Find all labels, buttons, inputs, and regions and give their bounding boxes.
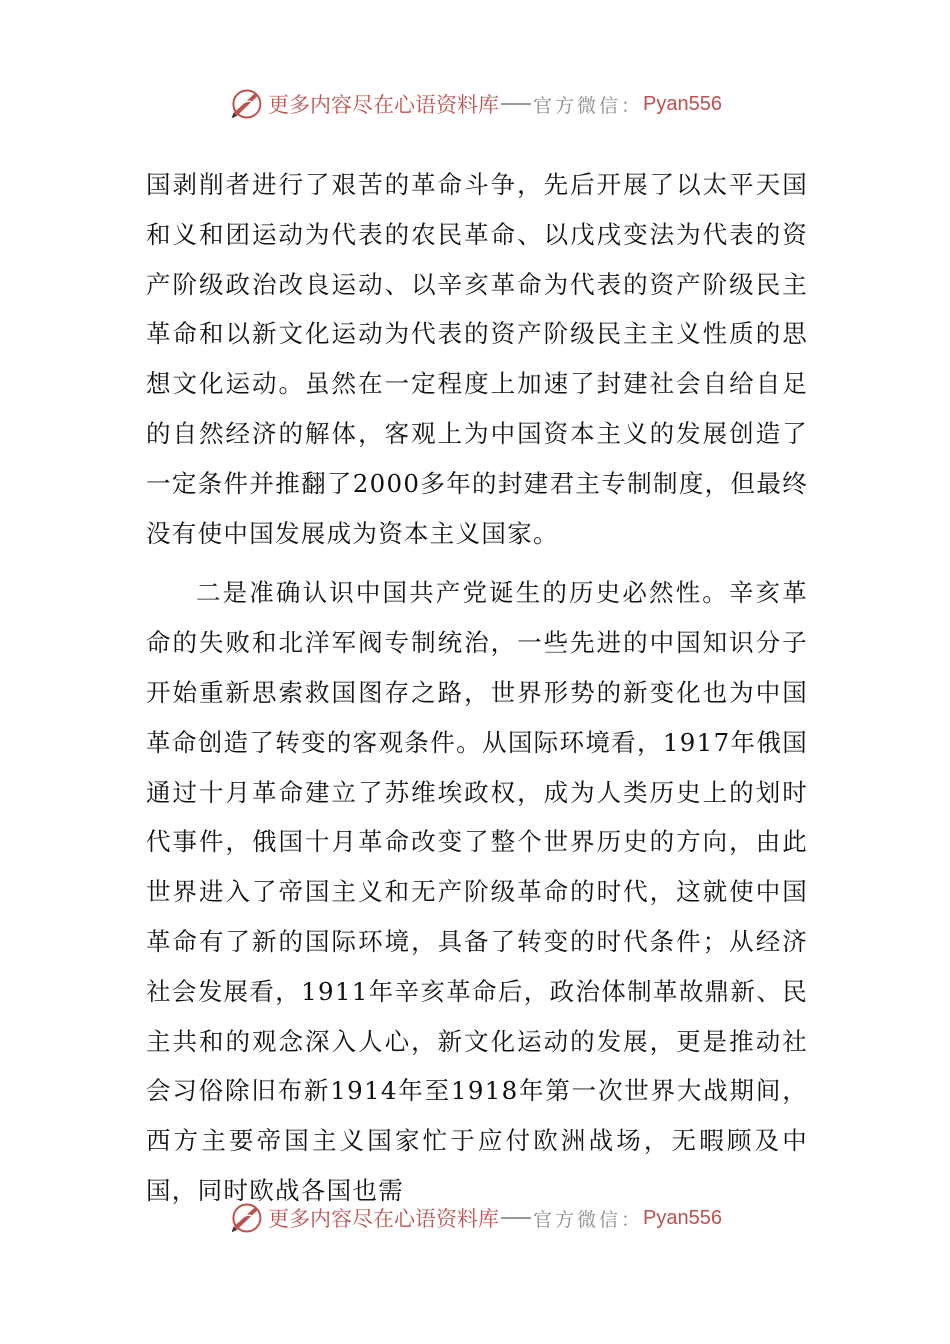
pen-logo-icon: [228, 1200, 264, 1236]
paragraph-1: 国剥削者进行了艰苦的革命斗争，先后开展了以太平天国和义和团运动为代表的农民革命、以戊戌变法为代表的资产阶级政治改良运动、以辛亥革命为代表的资产阶级民主革命和以新文化运动为代表的资产阶级民主主义性质的思想文化运动。虽然在一定程度上加速了封建社会自给自足的自然经济的解体，客观上为中国资本主义的发展创造了一定条件并推翻了2000多年的封建君主专制制度，但最终没有使中国发展成为资本主义国家。: [146, 170, 808, 548]
footer-dash: [501, 1217, 531, 1219]
header-banner: [0, 84, 950, 124]
pen-logo-icon: [228, 86, 264, 122]
header-site-text: 更多内容尽在心语资料库: [268, 93, 499, 117]
footer-wechat-id: Pyan556: [643, 1206, 722, 1229]
paragraph-2: 二是准确认识中国共产党诞生的历史必然性。辛亥革命的失败和北洋军阀专制统治，一些先进的中国知识分子开始重新思索救国图存之路，世界形势的新变化也为中国革命创造了转变的客观条件。从国际环境看，1917年俄国通过十月革命建立了苏维埃政权，成为人类历史上的划时代事件，俄国十月革命改变了整个世界历史的方向，由此世界进入了帝国主义和无产阶级革命的时代，这就使中国革命有了新的国际环境，具备了转变的时代条件；从经济社会发展看，1911年辛亥革命后，政治体制革故鼎新、民主共和的观念深入人心，新文化运动的发展，更是推动社会习俗除旧布新1914年至1918年第一次世界大战期间，西方主要帝国主义国家忙于应付欧洲战场，无暇顾及中国，同时欧战各国也需: [146, 578, 808, 1205]
footer-banner: [0, 1198, 950, 1238]
header-dash: [501, 103, 531, 105]
document-body: [146, 160, 808, 1216]
footer-site-text: 更多内容尽在心语资料库: [268, 1207, 499, 1231]
header-wechat-label: 官方微信：: [533, 94, 644, 117]
footer-wechat-label: 官方微信：: [533, 1208, 644, 1231]
header-wechat-id: Pyan556: [643, 92, 722, 115]
